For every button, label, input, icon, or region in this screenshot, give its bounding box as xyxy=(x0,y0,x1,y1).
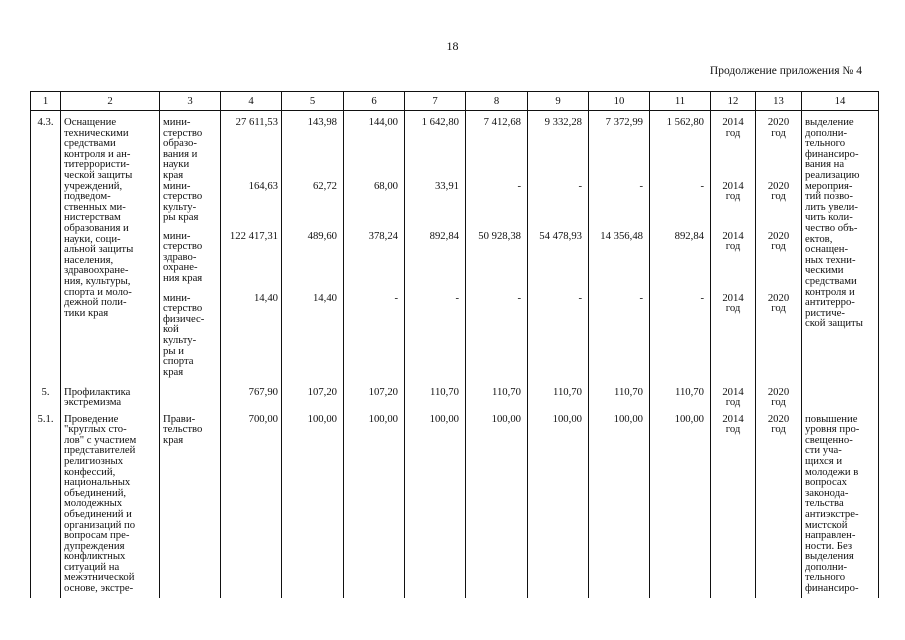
end-year: 2020 год xyxy=(756,383,802,410)
end-year: 2020 год xyxy=(756,293,802,383)
column-number-1: 1 xyxy=(31,92,61,111)
column-number-11: 11 xyxy=(650,92,711,111)
amount-c9: 110,70 xyxy=(528,383,589,410)
amount-c7: 892,84 xyxy=(405,231,466,293)
column-number-8: 8 xyxy=(466,92,528,111)
amount-c6: 100,00 xyxy=(344,410,405,598)
column-number-5: 5 xyxy=(282,92,344,111)
amount-c8: - xyxy=(466,293,528,383)
amount-c5: 107,20 xyxy=(282,383,344,410)
amount-c9: 9 332,28 xyxy=(528,111,589,181)
start-year: 2014 год xyxy=(711,410,756,598)
row-number: 4.3. xyxy=(31,111,61,383)
expected-result: выделение дополни- тельного финансиро- вания на реализацию мероприя- тий позво- лить увели- чить коли- чество объ- ектов, оснащен- ных техни- ческими средствами контроля и антитерро- ристиче- ской защиты xyxy=(802,111,879,383)
activity-name: Оснащение техническими средствами контроля и ан- титеррористи- ческой защиты учреждений, подведом- ственных ми- нистерствам образования и науки, соци- альной защиты населения, здравоохране- ния, культуры, спорта и моло- дежной поли- тики края xyxy=(61,111,160,383)
amount-c6: 378,24 xyxy=(344,231,405,293)
start-year: 2014 год xyxy=(711,181,756,231)
amount-c5: 100,00 xyxy=(282,410,344,598)
table-header-row xyxy=(31,92,879,111)
amount-total: 700,00 xyxy=(221,410,282,598)
start-year: 2014 год xyxy=(711,231,756,293)
amount-c8: 7 412,68 xyxy=(466,111,528,181)
start-year: 2014 год xyxy=(711,111,756,181)
amount-total: 767,90 xyxy=(221,383,282,410)
amount-c9: - xyxy=(528,293,589,383)
amount-c5: 489,60 xyxy=(282,231,344,293)
column-number-7: 7 xyxy=(405,92,466,111)
executor: Прави- тельство края xyxy=(160,410,221,598)
amount-c10: 110,70 xyxy=(589,383,650,410)
amount-c8: 50 928,38 xyxy=(466,231,528,293)
amount-c11: 110,70 xyxy=(650,383,711,410)
amount-total: 164,63 xyxy=(221,181,282,231)
executor: мини- стерство здраво- охране- ния края xyxy=(160,231,221,293)
amount-total: 122 417,31 xyxy=(221,231,282,293)
executor: мини- стерство физичес- кой культу- ры и спорта края xyxy=(160,293,221,383)
column-number-2: 2 xyxy=(61,92,160,111)
amount-c6: - xyxy=(344,293,405,383)
column-number-6: 6 xyxy=(344,92,405,111)
end-year: 2020 год xyxy=(756,231,802,293)
column-number-13: 13 xyxy=(756,92,802,111)
page-number: 18 xyxy=(446,39,459,53)
activity-name: Проведение "круглых сто- лов" с участием представителей религиозных конфессий, национальных объединений, молодежных объединений и организаций по вопросам пре- дупреждения конфликтных ситуаций на межэтнической основе, экстре- xyxy=(61,410,160,598)
amount-c10: 100,00 xyxy=(589,410,650,598)
executor xyxy=(160,383,221,410)
executor: мини- стерство образо- вания и науки края xyxy=(160,111,221,181)
amount-c7: 33,91 xyxy=(405,181,466,231)
start-year: 2014 год xyxy=(711,293,756,383)
amount-c11: 892,84 xyxy=(650,231,711,293)
amount-c8: 110,70 xyxy=(466,383,528,410)
continuation-heading: Продолжение приложения № 4 xyxy=(709,65,862,77)
amount-c11: - xyxy=(650,181,711,231)
expected-result xyxy=(802,383,879,410)
amount-c8: - xyxy=(466,181,528,231)
column-number-3: 3 xyxy=(160,92,221,111)
column-number-9: 9 xyxy=(528,92,589,111)
end-year: 2020 год xyxy=(756,410,802,598)
amount-c5: 14,40 xyxy=(282,293,344,383)
amount-c9: - xyxy=(528,181,589,231)
amount-c10: 7 372,99 xyxy=(589,111,650,181)
end-year: 2020 год xyxy=(756,181,802,231)
table-row xyxy=(31,111,879,181)
row-number: 5. xyxy=(31,383,61,410)
amount-c11: - xyxy=(650,293,711,383)
appendix-table xyxy=(30,91,879,598)
expected-result: повышение уровня про- свещенно- сти уча- щихся и молодежи в вопросах законода- тельства антиэкстре- мистской направлен- ности. Без выделения дополни- тельного финансиро- xyxy=(802,410,879,598)
start-year: 2014 год xyxy=(711,383,756,410)
amount-c11: 1 562,80 xyxy=(650,111,711,181)
amount-c7: 1 642,80 xyxy=(405,111,466,181)
amount-total: 14,40 xyxy=(221,293,282,383)
activity-name: Профилактика экстремизма xyxy=(61,383,160,410)
amount-c10: - xyxy=(589,181,650,231)
amount-c6: 107,20 xyxy=(344,383,405,410)
amount-c10: 14 356,48 xyxy=(589,231,650,293)
row-number: 5.1. xyxy=(31,410,61,598)
column-number-4: 4 xyxy=(221,92,282,111)
amount-c5: 62,72 xyxy=(282,181,344,231)
table-row xyxy=(31,410,879,598)
column-number-12: 12 xyxy=(711,92,756,111)
amount-total: 27 611,53 xyxy=(221,111,282,181)
amount-c10: - xyxy=(589,293,650,383)
amount-c8: 100,00 xyxy=(466,410,528,598)
amount-c6: 144,00 xyxy=(344,111,405,181)
amount-c5: 143,98 xyxy=(282,111,344,181)
table-row xyxy=(31,383,879,410)
amount-c9: 54 478,93 xyxy=(528,231,589,293)
amount-c6: 68,00 xyxy=(344,181,405,231)
column-number-14: 14 xyxy=(802,92,879,111)
amount-c11: 100,00 xyxy=(650,410,711,598)
executor: мини- стерство культу- ры края xyxy=(160,181,221,231)
amount-c7: - xyxy=(405,293,466,383)
amount-c7: 100,00 xyxy=(405,410,466,598)
column-number-10: 10 xyxy=(589,92,650,111)
end-year: 2020 год xyxy=(756,111,802,181)
amount-c7: 110,70 xyxy=(405,383,466,410)
amount-c9: 100,00 xyxy=(528,410,589,598)
